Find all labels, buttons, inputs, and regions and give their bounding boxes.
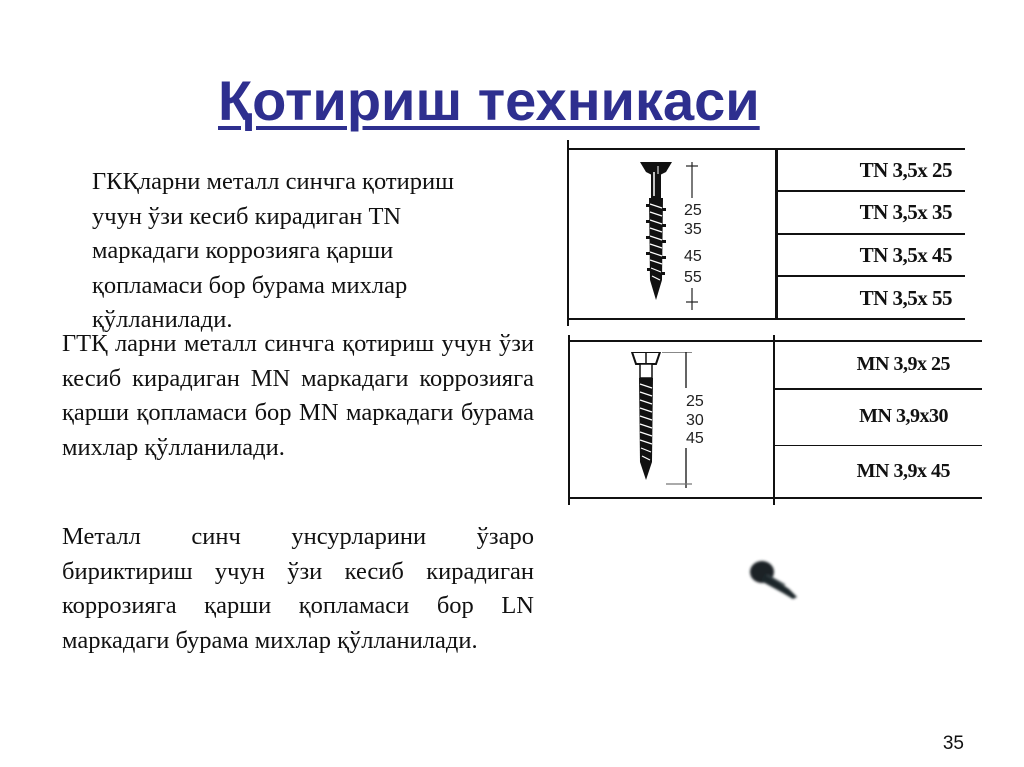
tn-dimension: 25: [684, 202, 702, 219]
table-border: [777, 233, 965, 235]
table-border: [568, 497, 982, 499]
table-border: [777, 275, 965, 277]
mn-dimension: 45: [686, 430, 704, 447]
tn-dimension: 35: [684, 221, 702, 238]
tn-dimension: 45: [684, 248, 702, 265]
tn-dimension: 55: [684, 269, 702, 286]
table-border: [567, 148, 965, 150]
paragraph-tn-line: учун ўзи кесиб кирадиган TN: [92, 202, 402, 230]
mn-spec-label: MN 3,9x30: [859, 405, 948, 427]
paragraph-ln: Металл синч унсурларини ўзаро бириктириш учун ўзи кесиб кирадиган коррозияга қарши қопламаси бор LN маркадаги бурама михлар қўлланилади.: [62, 523, 534, 654]
tn-screw-drawing-icon: [636, 162, 716, 310]
paragraph-mn: ГТҚ ларни металл синчга қотириш учун ўзи кесиб кирадиган MN маркадаги коррозияга қарши қопламаси бор MN маркадаги бурама михлар қўлланилади.: [62, 330, 534, 461]
tn-spec-label: TN 3,5x 45: [859, 243, 952, 267]
paragraph-tn-line: ГКҚларни металл синчга қотириш: [92, 168, 454, 195]
tn-spec-label: TN 3,5x 35: [859, 200, 952, 224]
table-border: [568, 340, 982, 342]
mn-spec-label: MN 3,9x 45: [856, 460, 950, 482]
table-border: [777, 190, 965, 192]
paragraph-tn-line: қопламаси бор бурама михлар: [92, 271, 408, 299]
slide-title: Қотириш техникаси: [218, 69, 760, 132]
paragraph-tn-line: маркадаги коррозияга қарши: [92, 237, 394, 264]
paragraph-tn-line: қўлланилади.: [92, 306, 233, 333]
tn-spec-label: TN 3,5x 55: [859, 286, 952, 310]
tn-spec-label: TN 3,5x 25: [859, 158, 952, 182]
table-border: [774, 388, 982, 390]
table-border: [567, 318, 965, 320]
mn-spec-label: MN 3,9x 25: [856, 353, 950, 375]
table-border: [773, 335, 775, 505]
paragraph-tn: [62, 165, 534, 338]
table-border: [774, 445, 982, 446]
page-number: 35: [942, 733, 964, 754]
ln-screw-photo-icon: [745, 555, 805, 605]
mn-dimension: 25: [686, 393, 704, 410]
table-border: [567, 140, 569, 326]
table-border: [568, 335, 570, 505]
mn-dimension: 30: [686, 412, 704, 429]
